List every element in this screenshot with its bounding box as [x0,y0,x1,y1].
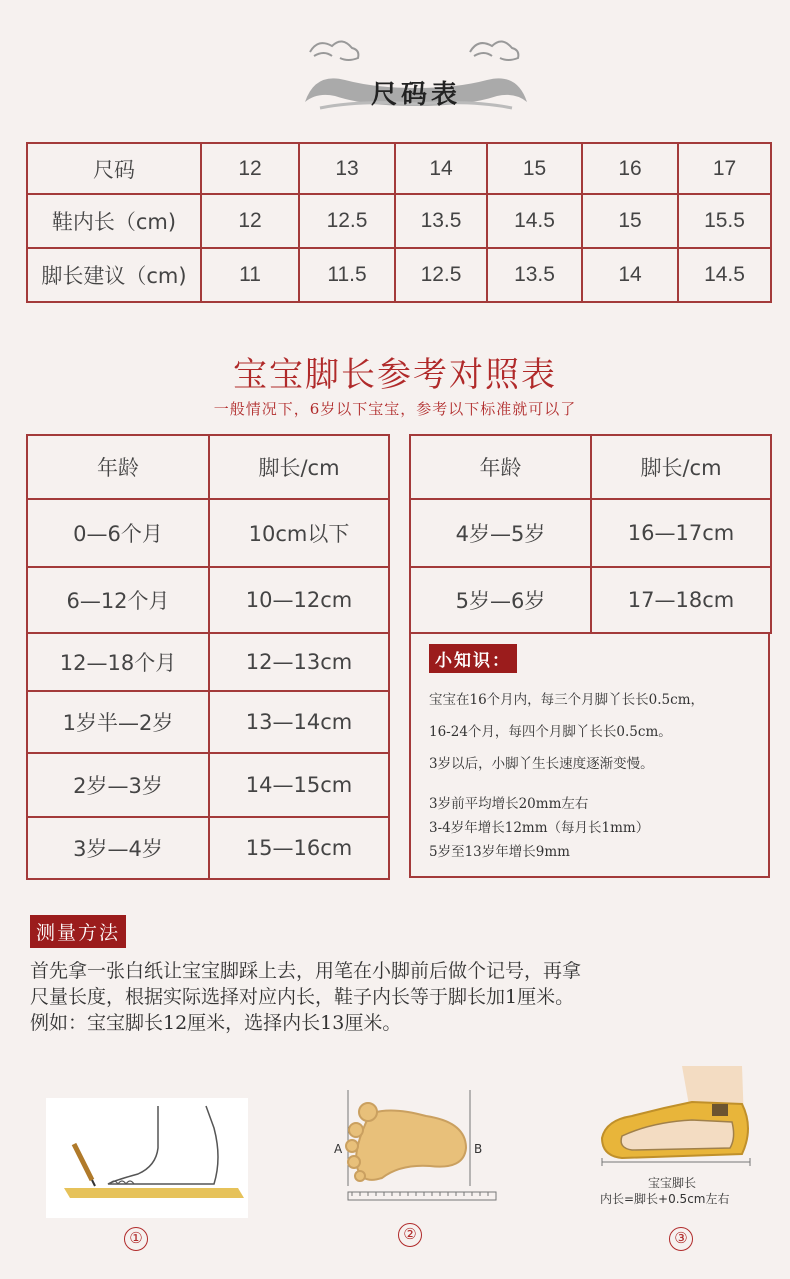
table-cell: 1岁半—2岁 [27,691,209,753]
table-cell: 4岁—5岁 [410,499,591,567]
page-title: 尺码表 [370,80,461,110]
table-cell: 12—13cm [209,633,389,691]
table-row [27,435,389,499]
table-row [410,499,771,567]
step2-illustration [330,1086,500,1204]
tips-line: 3岁前平均增长20mm左右 [429,796,589,812]
table-cell: 14—15cm [209,753,389,817]
reference-subtitle: 一般情况下，6岁以下宝宝，参考以下标准就可以了 [213,400,577,418]
foot-length-caption: 宝宝脚长 [648,1176,697,1190]
table-cell: 脚长建议（cm) [27,248,201,302]
table-row [27,194,771,248]
step-number: ① [124,1227,148,1251]
table-row [27,499,389,567]
table-cell: 12 [201,194,299,248]
table-cell: 2岁—3岁 [27,753,209,817]
tips-line: 宝宝在16个月内，每三个月脚丫长长0.5cm， [429,692,705,708]
age-table-right [409,434,772,634]
tips-box [409,632,770,878]
table-row [27,817,389,879]
table-header: 年龄 [410,435,591,499]
tips-line: 3-4岁年增长12mm（每月长1mm） [429,820,650,836]
inner-length-caption: 内长=脚长+0.5cm左右 [600,1192,730,1206]
table-cell: 12 [201,143,299,194]
table-header: 脚长/cm [591,435,771,499]
size-table [26,142,772,303]
tips-label: 小知识： [429,644,517,673]
method-line: 尺量长度，根据实际选择对应内长，鞋子内长等于脚长加1厘米。 [30,986,575,1008]
foot-tracing-icon [46,1098,248,1218]
step-number: ③ [669,1227,693,1251]
table-cell: 0—6个月 [27,499,209,567]
table-cell: 13 [299,143,395,194]
shoe-fit-icon [592,1062,762,1172]
mark-a: A [334,1142,343,1156]
table-cell: 12.5 [299,194,395,248]
method-line: 首先拿一张白纸让宝宝脚踩上去，用笔在小脚前后做个记号，再拿 [30,960,582,982]
method-label: 测量方法 [30,915,126,948]
step-number: ② [398,1223,422,1247]
step1-illustration [46,1098,248,1218]
table-row [410,435,771,499]
tips-line: 3岁以后，小脚丫生长速度逐渐变慢。 [429,756,654,772]
table-cell: 14.5 [487,194,582,248]
table-row [27,143,771,194]
mark-b: B [474,1142,483,1156]
table-cell: 11.5 [299,248,395,302]
table-header: 年龄 [27,435,209,499]
table-cell: 13.5 [395,194,487,248]
table-cell: 10—12cm [209,567,389,633]
method-text [30,958,780,1036]
table-cell: 16—17cm [591,499,771,567]
table-cell: 12.5 [395,248,487,302]
table-cell: 13—14cm [209,691,389,753]
table-cell: 15—16cm [209,817,389,879]
table-cell: 12—18个月 [27,633,209,691]
table-cell: 17—18cm [591,567,771,633]
table-row [410,567,771,633]
table-header: 脚长/cm [209,435,389,499]
table-cell: 16 [582,143,678,194]
table-cell: 3岁—4岁 [27,817,209,879]
table-cell: 尺码 [27,143,201,194]
table-cell: 17 [678,143,771,194]
table-cell: 鞋内长（cm) [27,194,201,248]
table-row [27,567,389,633]
table-cell: 15 [582,194,678,248]
table-row [27,753,389,817]
table-row [27,691,389,753]
reference-title: 宝宝脚长参考对照表 [233,355,557,395]
table-cell: 6—12个月 [27,567,209,633]
table-cell: 10cm以下 [209,499,389,567]
table-cell: 14 [582,248,678,302]
table-cell: 14 [395,143,487,194]
age-table-left [26,434,390,880]
method-line: 例如：宝宝脚长12厘米，选择内长13厘米。 [30,1012,402,1034]
step3-illustration [592,1062,762,1212]
table-cell: 15 [487,143,582,194]
table-cell: 14.5 [678,248,771,302]
table-row [27,633,389,691]
header-banner [300,22,532,117]
table-cell: 11 [201,248,299,302]
table-row [27,248,771,302]
table-cell: 15.5 [678,194,771,248]
tips-line: 5岁至13岁年增长9mm [429,844,570,860]
tips-line: 16-24个月，每四个月脚丫长长0.5cm。 [429,724,672,740]
table-cell: 5岁—6岁 [410,567,591,633]
table-cell: 13.5 [487,248,582,302]
